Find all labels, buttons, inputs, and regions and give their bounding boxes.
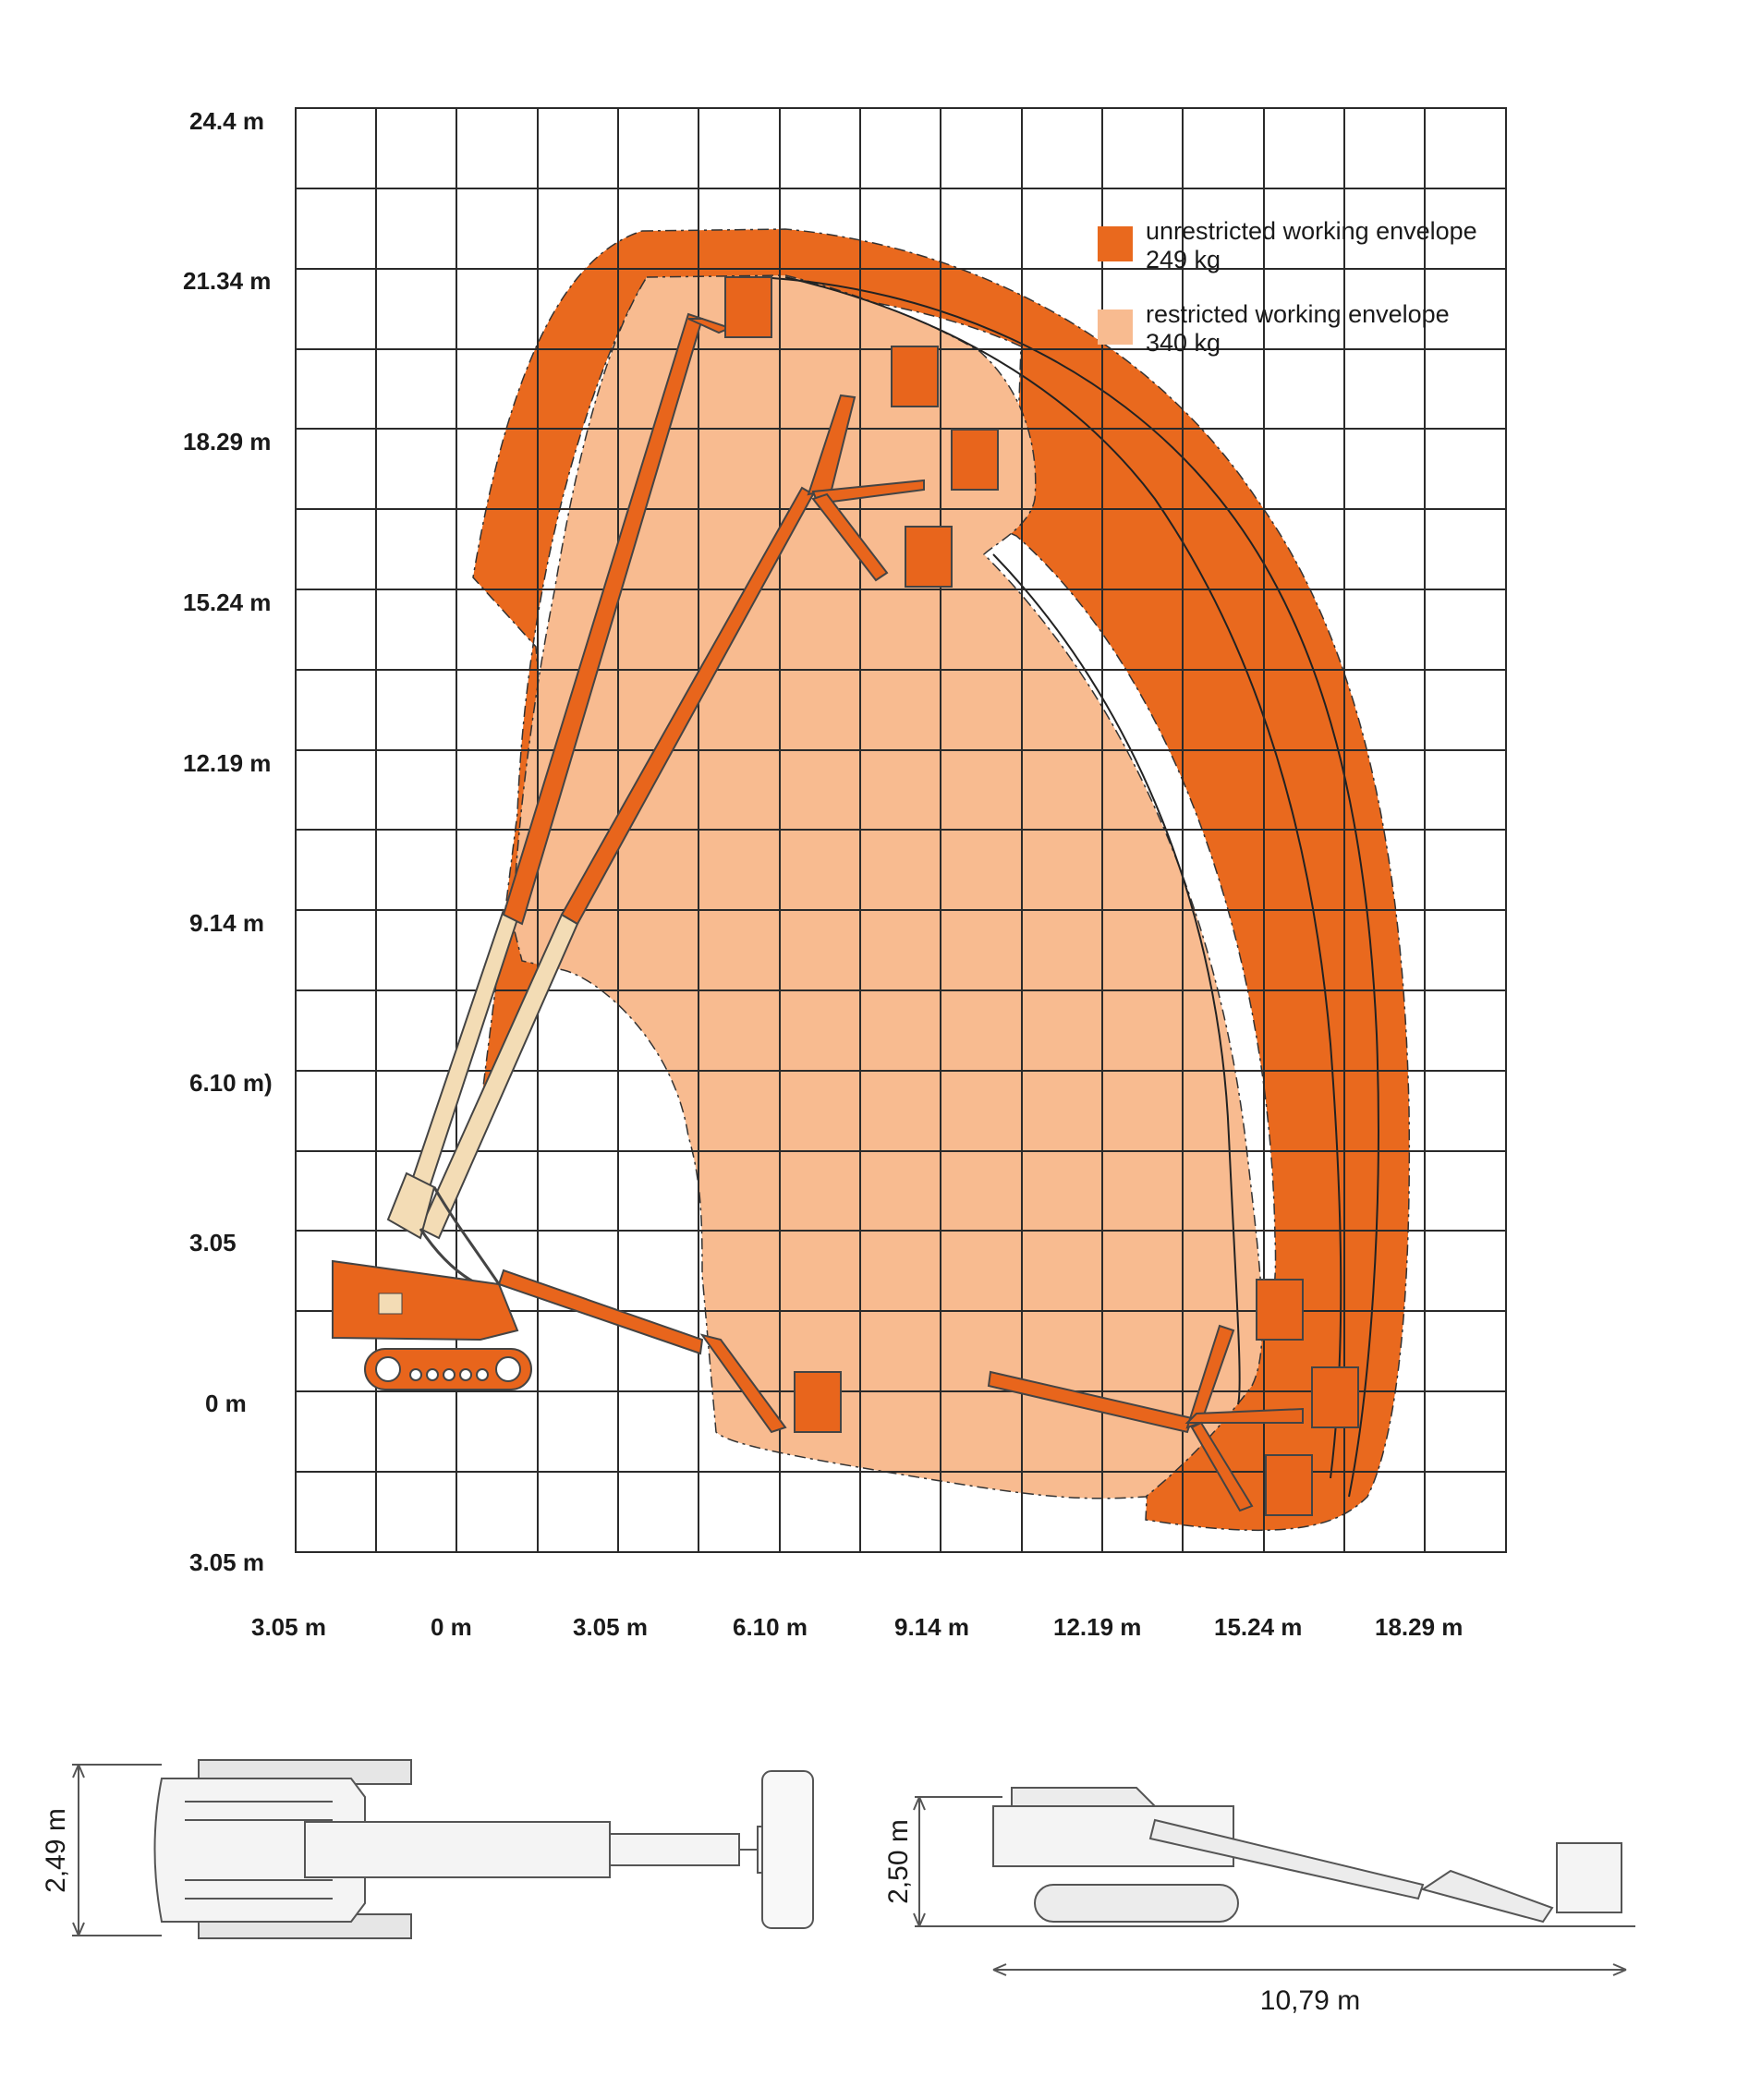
platform — [892, 346, 938, 407]
y-tick-label: 3.05 m — [189, 1548, 264, 1576]
legend-unrestricted-line1: unrestricted working envelope — [1146, 217, 1477, 245]
turret-window — [379, 1293, 402, 1314]
x-tick-label: 18.29 m — [1375, 1613, 1464, 1641]
y-tick-label: 9.14 m — [189, 909, 264, 937]
side-view-height-label: 2,50 m — [883, 1819, 914, 1904]
legend-restricted-line1: restricted working envelope — [1146, 300, 1450, 328]
legend-unrestricted-line2: 249 kg — [1146, 246, 1221, 273]
y-tick-label: 3.05 — [189, 1229, 237, 1256]
x-tick-label: 3.05 m — [573, 1613, 648, 1641]
top-view-width-label: 2,49 m — [41, 1808, 71, 1893]
y-tick-label: 21.34 m — [183, 267, 272, 295]
y-tick-label: 15.24 m — [183, 589, 272, 616]
top-view-drawing — [72, 1760, 813, 1938]
platform — [1257, 1280, 1303, 1340]
legend-swatch-unrestricted — [1098, 226, 1133, 261]
y-tick-label: 24.4 m — [189, 107, 264, 135]
platform — [1312, 1367, 1358, 1427]
x-tick-label: 3.05 m — [251, 1613, 326, 1641]
y-tick-label: 18.29 m — [183, 428, 272, 455]
platform — [905, 527, 952, 587]
x-tick-label: 15.24 m — [1214, 1613, 1303, 1641]
y-tick-label: 0 m — [205, 1390, 247, 1417]
legend — [1098, 217, 1477, 357]
platform — [952, 430, 998, 490]
x-tick-label: 12.19 m — [1053, 1613, 1142, 1641]
y-tick-label: 6.10 m) — [189, 1069, 273, 1097]
side-view-drawing — [914, 1788, 1635, 1975]
x-tick-label: 9.14 m — [894, 1613, 969, 1641]
legend-swatch-restricted — [1098, 310, 1133, 345]
side-view-length-label: 10,79 m — [1259, 1985, 1361, 2016]
y-tick-label: 12.19 m — [183, 749, 272, 777]
platform — [795, 1372, 841, 1432]
y-axis — [183, 107, 273, 1576]
platform — [725, 277, 771, 337]
x-tick-label: 0 m — [431, 1613, 472, 1641]
x-axis — [251, 1613, 1463, 1641]
legend-restricted-line2: 340 kg — [1146, 329, 1221, 357]
platform — [1266, 1455, 1312, 1515]
x-tick-label: 6.10 m — [733, 1613, 808, 1641]
